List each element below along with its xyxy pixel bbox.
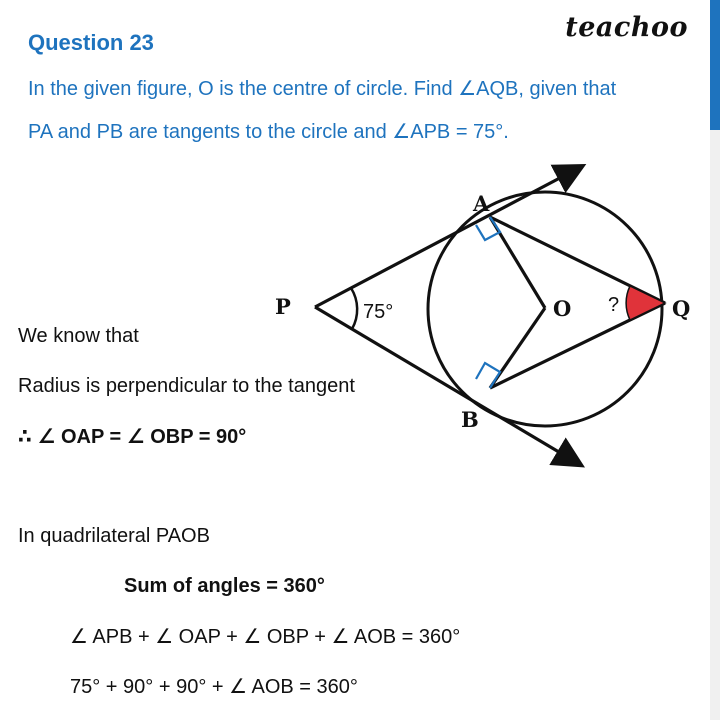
label-a: A	[473, 191, 490, 216]
label-b: B	[461, 407, 479, 432]
solution-line-4: In quadrilateral PAOB	[18, 525, 210, 547]
question-text-line-1: In the given figure, O is the centre of circle. Find ∠AQB, given that	[28, 78, 617, 100]
solution-line-5: Sum of angles = 360°	[124, 575, 325, 597]
solution-line-1: We know that	[18, 325, 139, 347]
question-title: Question 23	[28, 30, 154, 55]
teachoo-logo: teachoo	[565, 12, 688, 43]
label-q: Q	[672, 296, 691, 321]
solution-line-6: ∠ APB + ∠ OAP + ∠ OBP + ∠ AOB = 360°	[70, 626, 461, 648]
solution-line-7: 75° + 90° + 90° + ∠ AOB = 360°	[70, 676, 358, 698]
question-text-line-2: PA and PB are tangents to the circle and ∠APB = 75°.	[28, 121, 509, 143]
label-p: P	[275, 294, 291, 319]
solution-line-3: ∴ ∠ OAP = ∠ OBP = 90°	[18, 426, 247, 448]
solution-line-2: Radius is perpendicular to the tangent	[18, 375, 355, 397]
angle-q-label: ?	[608, 294, 620, 316]
angle-p-label: 75°	[363, 301, 394, 323]
angle-p-arc	[351, 288, 357, 329]
label-o: O	[553, 296, 572, 321]
